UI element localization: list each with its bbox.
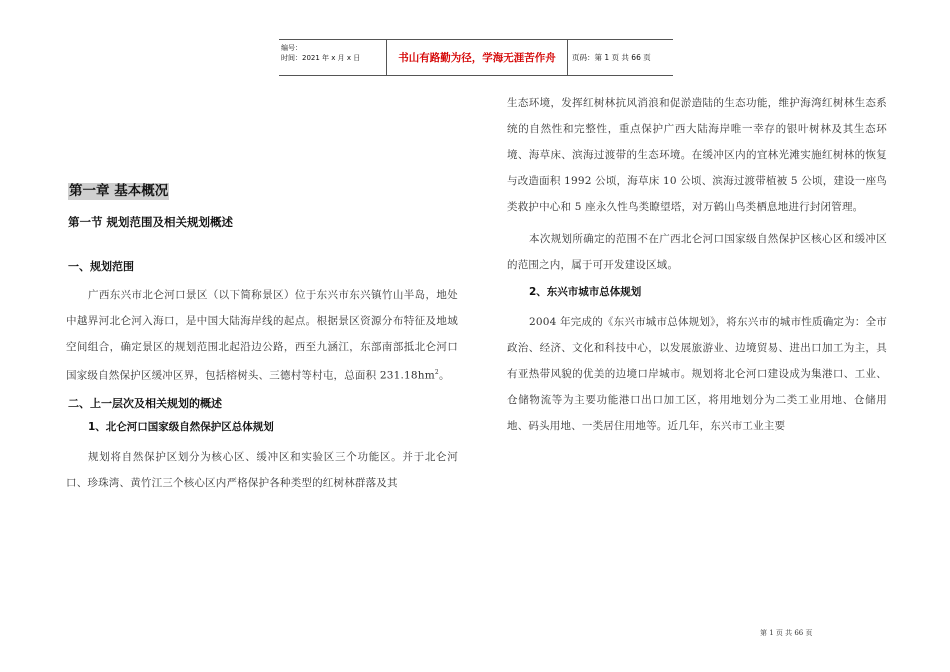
header-meta <box>279 40 386 75</box>
heading-related: 二、上一层次及相关规划的概述 <box>68 396 222 410</box>
header-motto: 书山有路勤为径，学海无涯苦作舟 <box>386 40 568 75</box>
left-column <box>66 180 458 502</box>
right-paragraph-3: 2004 年完成的《东兴市城市总体规划》，将东兴市的城市性质确定为：全市政治、经济、文化和科技中心，以发展旅游业、边境贸易、进出口加工为主，具有亚热带风貌的优美的边境口岸城市。规划将北仑河口建设成为集港口、工业、仓储物流等为主要功能港口出口加工区，将用地划分为二类工业用地、仓储用地、码头用地、一类居住用地等。近几年，东兴市工业主要 <box>507 316 887 432</box>
scope-text: 广西东兴市北仑河口景区（以下简称景区）位于东兴市东兴镇竹山半岛，地处中越界河北仑河入海口，是中国大陆海岸线的起点。根据景区资源分布特征及地域空间组合，确定景区的规划范围北起沿边公路，西至九涵江，东部南部抵北仑河口国家级自然保护区缓冲区界，包括榕树头、三德村等村屯，总面积 231.18hm <box>66 289 458 382</box>
header-page-info: 页码：第 1 页 共 66 页 <box>572 53 651 62</box>
scope-end: 。 <box>438 369 450 382</box>
area-unit-superscript: 2 <box>434 369 439 376</box>
page-footer: 第 1 页 共 66 页 <box>760 629 813 637</box>
section-title: 第一节 规划范围及相关规划概述 <box>68 215 234 229</box>
chapter-title: 第一章 基本概况 <box>69 183 169 199</box>
right-paragraph-1: 生态环境，发挥红树林抗风消浪和促淤造陆的生态功能，维护海湾红树林生态系统的自然性和完整性，重点保护广西大陆海岸唯一幸存的银叶树林及其生态环境、海草床、滨海过渡带的生态环境。在缓冲区内的宜林光滩实施红树林的恢复与改造面积 1992 公顷，海草床 10 公顷、滨海过渡带植被 5 公顷，建设一座鸟类救护中心和 5 座永久性鸟类瞭望塔，对万鹤山鸟类栖息地进行封闭管理。 <box>507 97 887 213</box>
heading-reserve-plan: 1、北仑河口国家级自然保护区总体规划 <box>88 420 274 433</box>
time-label: 时间：2021 年 x 月 x 日 <box>281 54 361 62</box>
right-column <box>507 90 887 445</box>
number-label: 编号： <box>281 44 302 52</box>
page-header <box>279 39 673 76</box>
heading-scope: 一、规划范围 <box>68 260 134 273</box>
reserve-paragraph: 规划将自然保护区划分为核心区、缓冲区和实验区三个功能区。并于北仑河口、珍珠湾、黄竹江三个核心区内严格保护各种类型的红树林群落及其 <box>66 450 458 489</box>
right-paragraph-2: 本次规划所确定的范围不在广西北仑河口国家级自然保护区核心区和缓冲区的范围之内，属于可开发建设区域。 <box>507 233 887 271</box>
heading-city-plan: 2、东兴市城市总体规划 <box>529 286 642 298</box>
scope-paragraph <box>66 282 458 389</box>
